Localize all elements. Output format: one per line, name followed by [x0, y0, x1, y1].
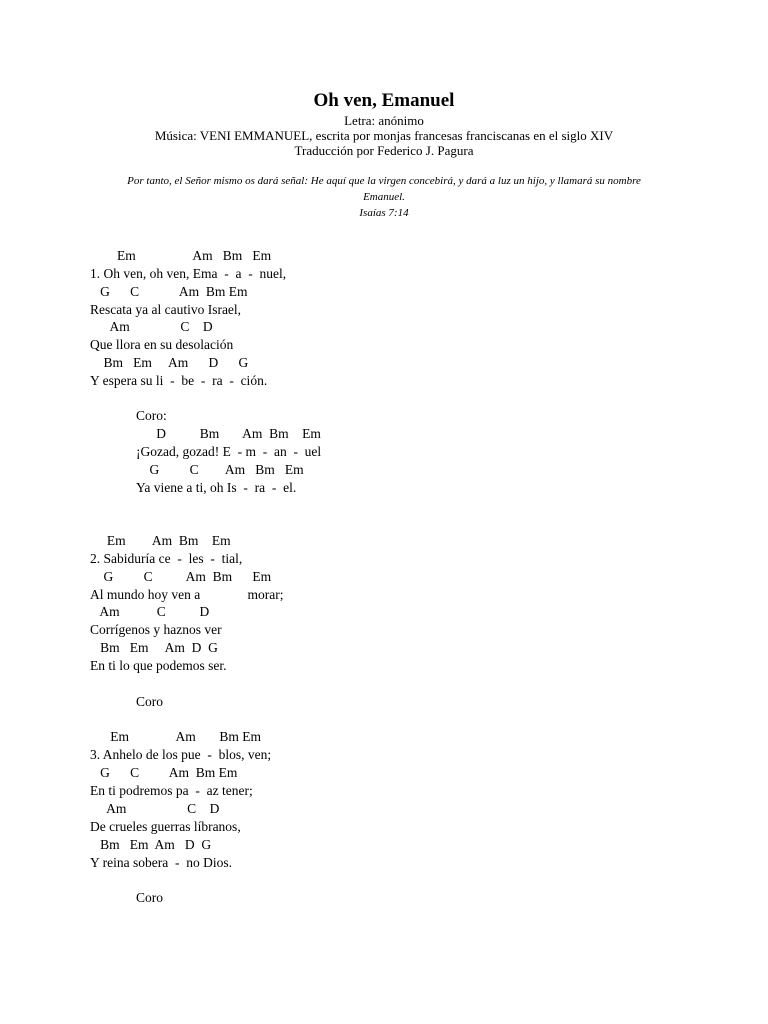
chord-line: G C Am Bm Em — [90, 284, 248, 299]
chord-line: G C Am Bm Em — [90, 765, 238, 780]
lyric-line: Que llora en su desolación — [90, 337, 234, 352]
chord-line: Am C D — [90, 801, 220, 816]
lyrics-credit: Letra: anónimo — [344, 113, 424, 128]
lyric-line: Y reina sobera - no Dios. — [90, 855, 232, 870]
music-credit: Música: VENI EMMANUEL, escrita por monjas francesas franciscanas en el siglo XIV — [154, 128, 614, 143]
lyric-line: Rescata ya al cautivo Israel, — [90, 302, 242, 317]
chord-line: Am C D — [90, 319, 213, 334]
lyric-line: 3. Anhelo de los pue - blos, ven; — [90, 747, 272, 762]
chorus-reference: Coro — [136, 694, 163, 709]
lyric-line: Ya viene a ti, oh Is - ra - el. — [136, 480, 297, 495]
epigraph — [0, 173, 768, 221]
chord-line: Am C D — [90, 604, 210, 619]
chord-line: Bm Em Am D G — [90, 837, 212, 852]
lyric-line: Corrígenos y haznos ver — [90, 622, 222, 637]
chord-line: G C Am Bm Em — [90, 569, 272, 584]
lyric-line: En ti lo que podemos ser. — [90, 658, 227, 673]
chord-line: G C Am Bm Em — [136, 462, 304, 477]
chord-line: Em Am Bm Em — [90, 248, 272, 263]
lyric-line: De crueles guerras líbranos, — [90, 819, 241, 834]
chord-line: D Bm Am Bm Em — [136, 426, 321, 441]
lyric-line: 1. Oh ven, oh ven, Ema - a - nuel, — [90, 266, 287, 281]
epigraph-line: Emanuel. — [363, 191, 405, 203]
lyric-line: ¡Gozad, gozad! E - m - an - uel — [136, 444, 322, 459]
translation-credit: Traducción por Federico J. Pagura — [294, 143, 474, 158]
song-title: Oh ven, Emanuel — [313, 90, 455, 111]
lyric-line: Y espera su li - be - ra - ción. — [90, 373, 268, 388]
chord-line: Bm Em Am D G — [90, 640, 218, 655]
epigraph-reference: Isaías 7:14 — [359, 207, 409, 219]
chorus-label: Coro: — [136, 408, 167, 423]
chord-line: Em Am Bm Em — [90, 729, 262, 744]
chord-line: Em Am Bm Em — [90, 533, 231, 548]
lyric-line: En ti podremos pa - az tener; — [90, 783, 253, 798]
chord-line: Bm Em Am D G — [90, 355, 249, 370]
epigraph-line: Por tanto, el Señor mismo os dará señal: He aquí que la virgen concebirá, y dará a luz un hijo, y llamará su nombre — [127, 175, 641, 187]
chorus-reference: Coro — [136, 890, 163, 905]
lyric-line: 2. Sabiduría ce - les - tial, — [90, 551, 243, 566]
lyric-line: Al mundo hoy ven a morar; — [90, 587, 284, 602]
